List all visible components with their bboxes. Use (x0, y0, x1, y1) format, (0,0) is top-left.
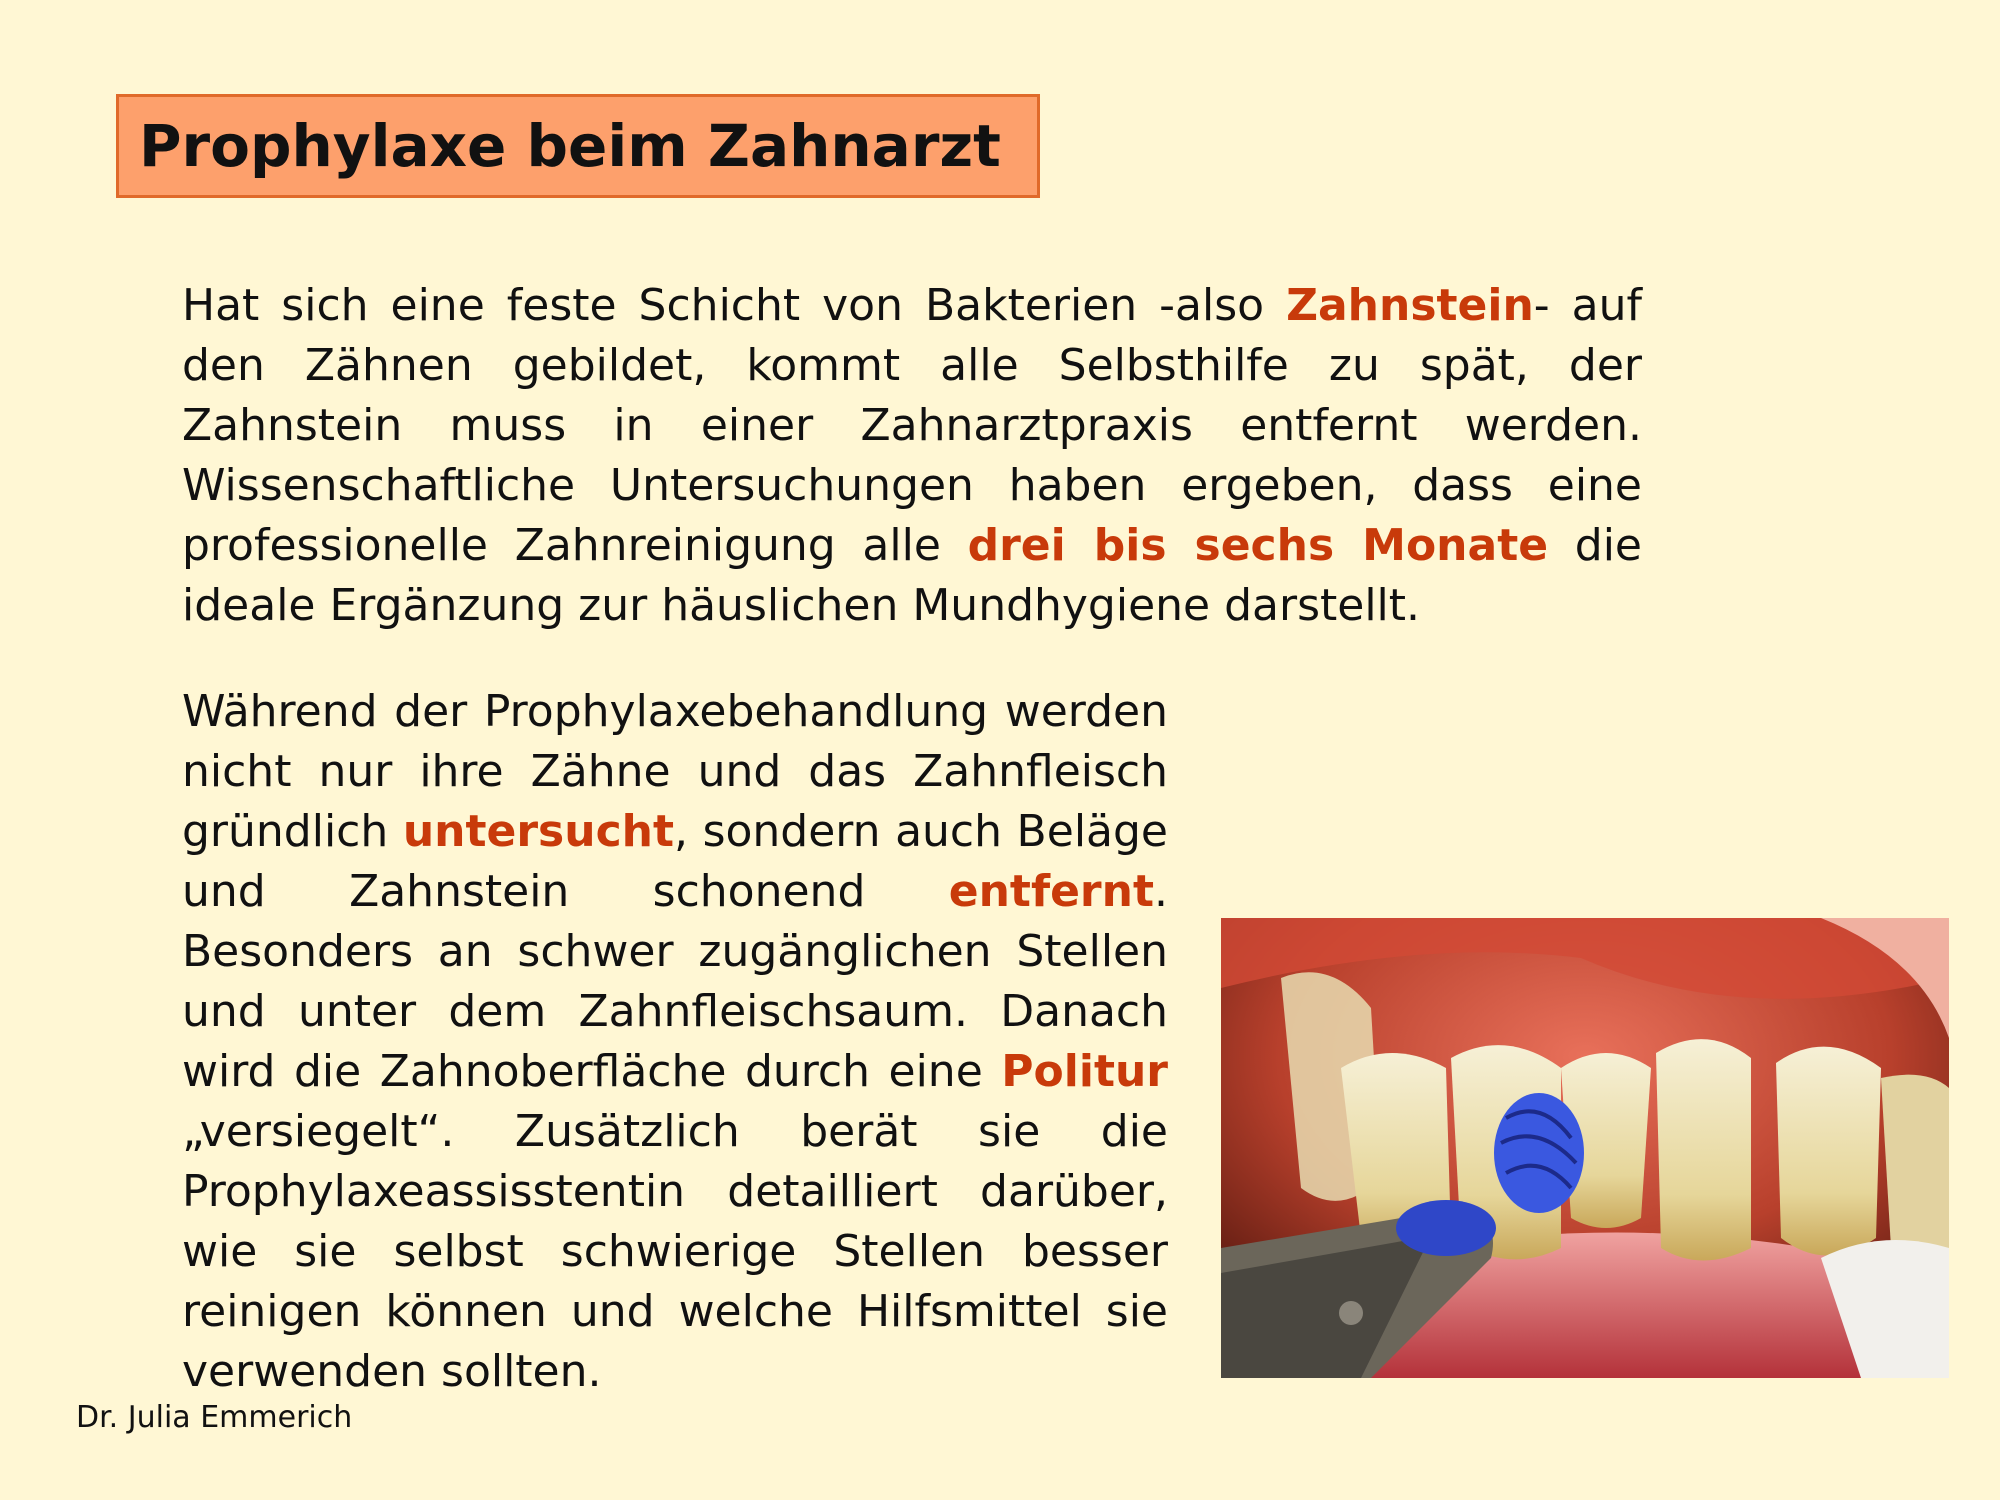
highlight-untersucht: untersucht (402, 806, 675, 857)
intro-text-3: die ideale Ergänzung zur häuslichen Mundhygiene darstellt. (182, 520, 1642, 631)
highlight-entfernt: entfernt (948, 866, 1154, 917)
intro-text-1: Hat sich eine feste Schicht von Bakterien -also (182, 280, 1287, 331)
treatment-text-2: , sondern auch Beläge und Zahnstein schonend (182, 806, 1168, 917)
treatment-paragraph (182, 682, 1168, 1402)
intro-text-2: - auf den Zähnen gebildet, kommt alle Selbsthilfe zu spät, der Zahnstein muss in einer Zahnarztpraxis entfernt werden. Wissenschaftliche Untersuchungen haben ergeben, dass eine professionelle Zahnreinigung alle (182, 280, 1643, 571)
highlight-zahnstein: Zahnstein (1286, 280, 1534, 331)
treatment-text-3: . Besonders an schwer zugänglichen Stellen und unter dem Zahnfleischsaum. Danach wird die Zahnoberfläche durch eine (182, 866, 1168, 1097)
slide-title-box (116, 94, 1040, 198)
dental-polishing-photo (1221, 918, 1949, 1378)
author-credit: Dr. Julia Emmerich (76, 1400, 353, 1435)
intro-paragraph (182, 276, 1642, 636)
highlight-interval: drei bis sechs Monate (967, 520, 1549, 571)
slide-title: Prophylaxe beim Zahnarzt (139, 112, 1001, 180)
dental-photo-illustration (1221, 918, 1949, 1378)
treatment-text-4: „versiegelt“. Zusätzlich berät sie die Prophylaxeassisstentin detailliert darüber, wie sie selbst schwierige Stellen besser reinigen können und welche Hilfsmittel sie verwenden sollten. (182, 1106, 1168, 1397)
treatment-text-1: Während der Prophylaxebehandlung werden nicht nur ihre Zähne und das Zahnfleisch gründlich (182, 686, 1168, 857)
highlight-politur: Politur (1001, 1046, 1168, 1097)
